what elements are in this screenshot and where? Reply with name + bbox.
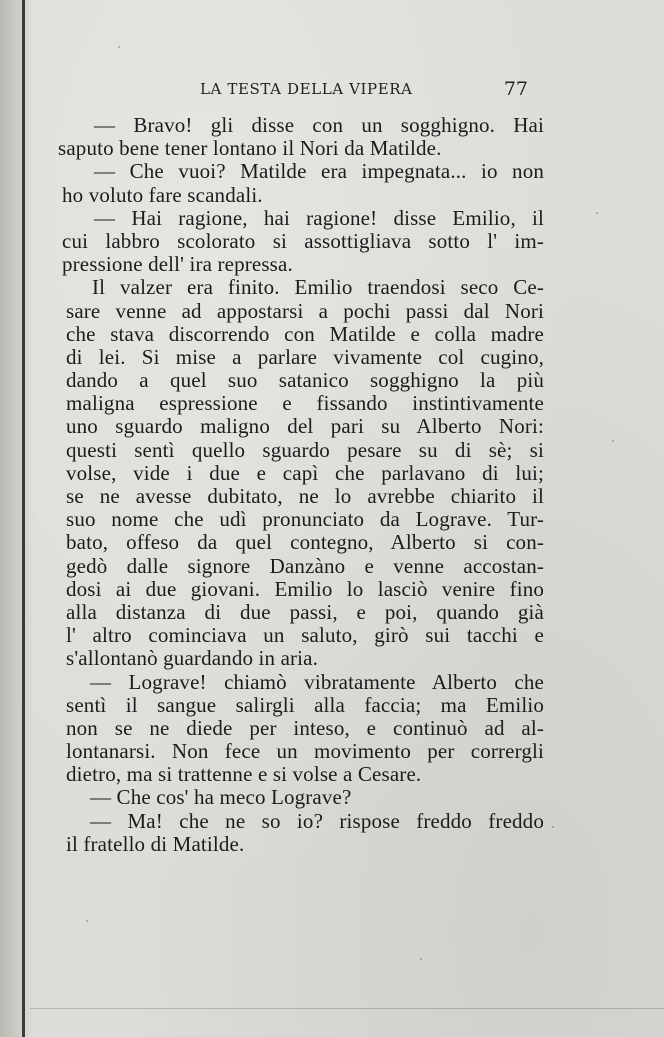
text-line: — Ma! che ne so io? rispose freddo freddo [90,808,544,833]
text-line: — Che vuoi? Matilde era impegnata... io non [94,159,544,184]
running-head-title: LA TESTA DELLA VIPERA [200,80,413,98]
text-line: sare venne ad appostarsi a pochi passi dal Nori [66,298,544,323]
body-text [58,113,544,856]
text-line: bato, offeso da quel contegno, Alberto si con- [66,530,544,555]
text-line: pressione dell' ira repressa. [62,252,293,277]
text-line: dietro, ma si trattenne e si volse a Cesare. [66,762,422,787]
page-spine-shadow [0,0,34,1037]
page-bottom-edge [30,1008,664,1009]
text-line: uno sguardo maligno del pari su Alberto Nori: [66,414,544,439]
text-line: dosi ai due giovani. Emilio lo lasciò venire fino [66,576,544,601]
paper-speck [86,920,88,922]
paper-speck [420,958,422,960]
text-line: dando a quel suo satanico sogghigno la più [66,368,544,393]
text-line: lontanarsi. Non fece un movimento per corrergli [66,739,544,764]
text-line: alla distanza di due passi, e poi, quando già [66,599,544,624]
text-line: il fratello di Matilde. [66,831,245,856]
text-line: questi sentì quello sguardo pesare su di sè; si [66,437,544,462]
paper-speck [596,212,598,214]
paper-speck [552,826,554,828]
text-line: suo nome che udì pronunciato da Lograve. Tur- [66,507,544,532]
text-line: l' altro cominciava un saluto, girò sui tacchi e [66,623,544,648]
text-line: — Hai ragione, hai ragione! disse Emilio, il [94,205,544,230]
text-line: non se ne diede per inteso, e continuò ad al- [66,715,544,740]
text-line: che stava discorrendo con Matilde e colla madre [66,321,544,346]
text-line: — Bravo! gli disse con un sogghigno. Hai [94,113,544,137]
text-line: — Lograve! chiamò vibratamente Alberto che [90,669,544,694]
text-line: saputo bene tener lontano il Nori da Matilde. [58,136,442,161]
text-line: maligna espressione e fissando instintivamente [66,391,544,416]
page-number: 77 [503,78,528,100]
text-line: se ne avesse dubitato, ne lo avrebbe chiarito il [66,484,544,508]
paper-speck [118,46,120,48]
running-head [66,80,534,106]
text-line: Il valzer era finito. Emilio traendosi seco Ce- [92,275,544,300]
paper-speck [612,440,614,442]
text-line: s'allontanò guardando in aria. [66,646,319,671]
text-line: cui labbro scolorato si assottigliava sotto l' im- [62,228,544,253]
text-line: sentì il sangue salirgli alla faccia; ma Emilio [66,692,544,717]
page-spine-edge [22,0,25,1037]
text-line: gedò dalle signore Danzàno e venne accostan- [66,553,544,578]
text-line: di lei. Si mise a parlare vivamente col cugino, [66,344,544,369]
text-line: volse, vide i due e capì che parlavano di lui; [66,460,544,485]
text-line: — Che cos' ha meco Lograve? [90,785,352,810]
text-line: ho voluto fare scandali. [62,182,263,207]
